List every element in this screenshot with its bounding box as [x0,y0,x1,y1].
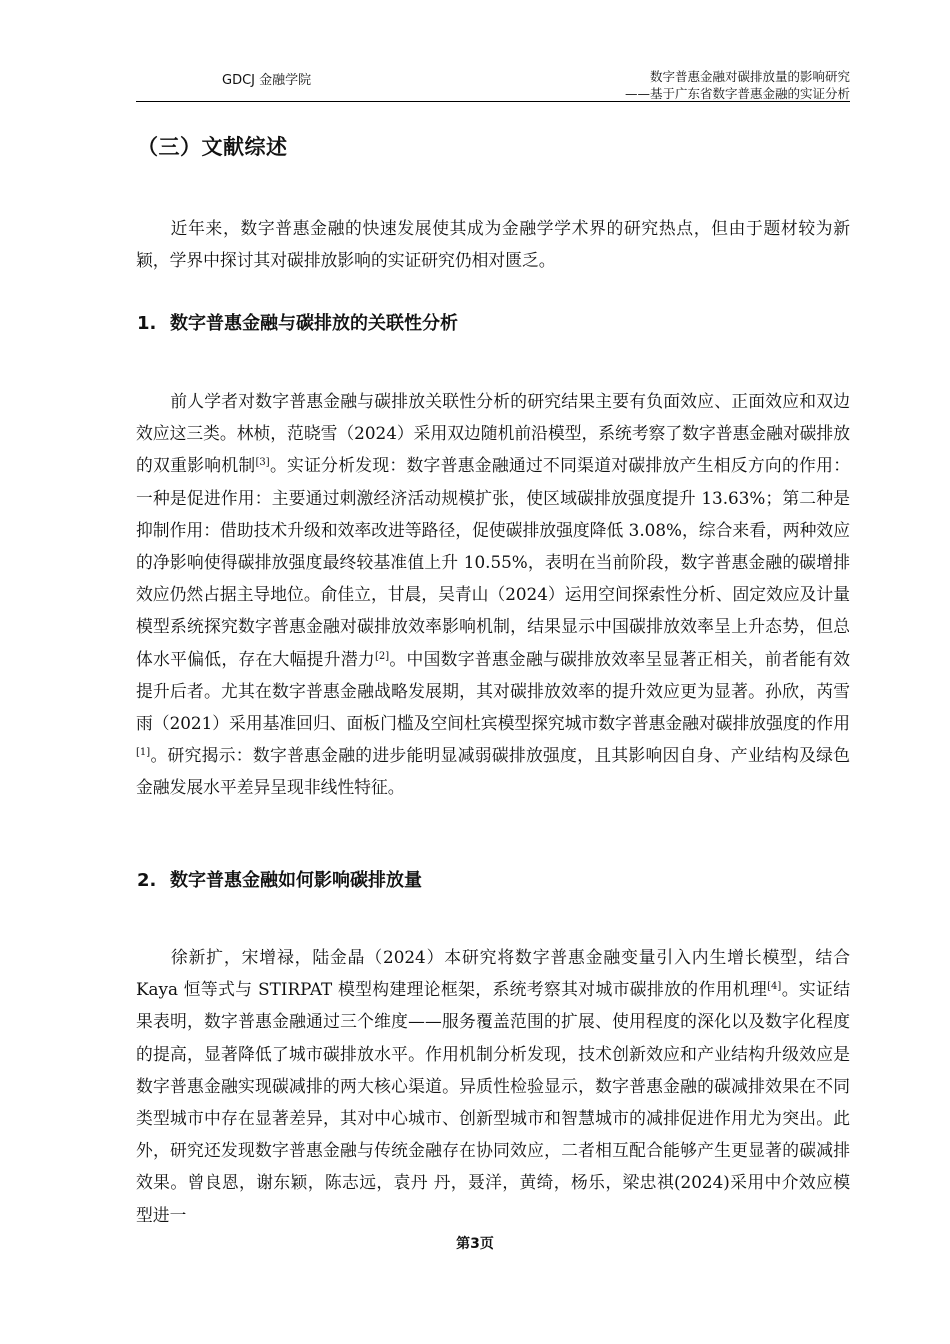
citation-4[interactable]: [4] [767,981,782,993]
header-rule [136,101,850,102]
subsection-1-paragraph [136,385,850,804]
subsection-2-paragraph [136,941,850,1231]
subsection-1-title: 数字普惠金融与碳排放的关联性分析 [170,313,458,334]
header-institution: GDCJ 金融学院 [222,73,312,88]
s1-text-a: 前人学者对数字普惠金融与碳排放关联性分析的研究结果主要有负面效应、正面效应和双边效应这三类。林桢，范晓雪（2024）采用双边随机前沿模型，系统考察了数字普惠金融对碳排放的双重影响机制 [136,391,850,476]
subsection-1-heading [137,309,458,335]
citation-2[interactable]: [2] [374,650,390,662]
intro-paragraph [136,212,850,276]
s1-text-b: 。实证分析发现：数字普惠金融通过不同渠道对碳排放产生相反方向的作用：一种是促进作用：主要通过刺激经济活动规模扩张，使区域碳排放强度提升 13.63%；第二种是抑制作用：借助技术升级和效率改进等路径，促使碳排放强度降低 3.08%，综合来看，两种效应的净影响使得碳排放强度最终较基准值上升 10.55%，表明在当前阶段，数字普惠金融的碳增排效应仍然占据主导地位。俞佳立，甘晨，吴青山（2024）运用空间探索性分析、固定效应及计量模型系统探究数字普惠金融对碳排放效率影响机制，结果显示中国碳排放效率呈上升态势，但总体水平偏低，存在大幅提升潜力 [136,455,850,669]
header-title-line1: 数字普惠金融对碳排放量的影响研究 [649,69,850,84]
s1-text-d: 。研究揭示：数字普惠金融的进步能明显减弱碳排放强度，且其影响因自身、产业结构及绿色金融发展水平差异呈现非线性特征。 [136,745,850,798]
s2-text-a: 徐新扩，宋增禄，陆金晶（2024）本研究将数字普惠金融变量引入内生增长模型，结合 Kaya 恒等式与 STIRPAT 模型构建理论框架，系统考察其对城市碳排放的作用机理 [136,947,850,1000]
header-title-line2: ——基于广东省数字普惠金融的实证分析 [624,86,850,101]
s2-text-b: 。实证结果表明，数字普惠金融通过三个维度——服务覆盖范围的扩展、使用程度的深化以及数字化程度的提高，显著降低了城市碳排放水平。作用机制分析发现，技术创新效应和产业结构升级效应是数字普惠金融实现碳减排的两大核心渠道。异质性检验显示，数字普惠金融的碳减排效果在不同类型城市中存在显著差异，其对中心城市、创新型城市和智慧城市的减排促进作用尤为突出。此外，研究还发现数字普惠金融与传统金融存在协同效应，二者相互配合能够产生更显著的碳减排效果。曾良恩，谢东颖，陈志远，袁丹 丹，聂洋，黄绮，杨乐，梁忠祺(2024)采用中介效应模型进一 [136,979,850,1225]
header-title [625,68,850,102]
intro-text: 近年来，数字普惠金融的快速发展使其成为金融学学术界的研究热点，但由于题材较为新颖，学界中探讨其对碳排放影响的实证研究仍相对匮乏。 [136,218,850,271]
citation-3[interactable]: [3] [255,457,270,469]
section-heading: （三）文献综述 [137,135,288,159]
subsection-2-heading [137,866,422,892]
subsection-2-number: 2. [137,870,157,891]
citation-1[interactable]: [1] [136,747,151,759]
subsection-2-title: 数字普惠金融如何影响碳排放量 [170,870,422,891]
page-number: 第3页 [456,1236,494,1252]
subsection-1-number: 1. [137,313,157,334]
s1-text-c: 。中国数字普惠金融与碳排放效率呈显著正相关，前者能有效提升后者。尤其在数字普惠金融战略发展期，其对碳排放效率的提升效应更为显著。孙欣，芮雪雨（2021）采用基准回归、面板门槛及空间杜宾模型探究城市数字普惠金融对碳排放强度的作用 [136,648,850,734]
